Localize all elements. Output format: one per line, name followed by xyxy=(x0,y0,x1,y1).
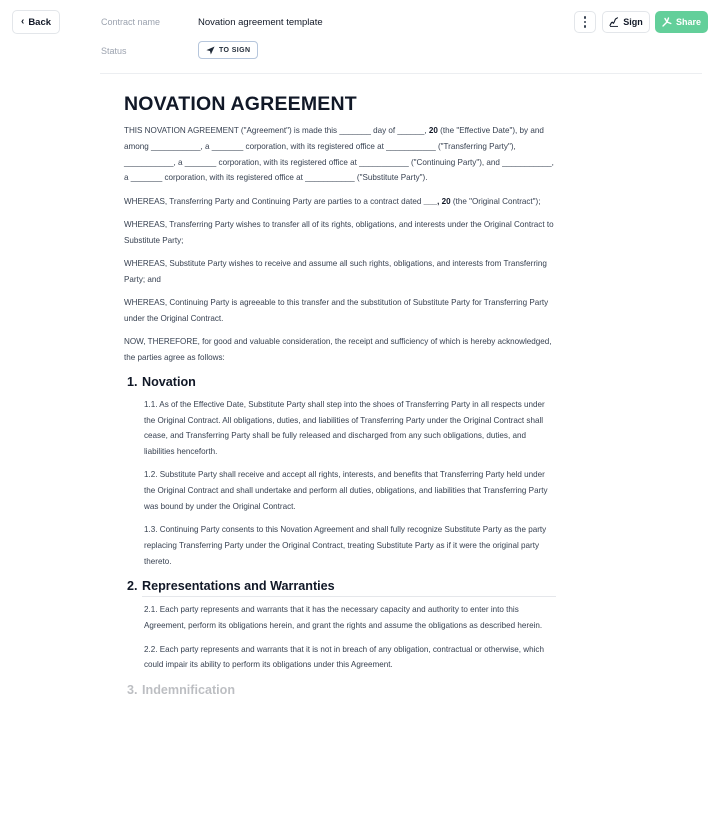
signature-icon xyxy=(609,17,619,27)
more-options-button[interactable] xyxy=(574,11,596,33)
clause-1-1: 1.1. As of the Effective Date, Substitute Party shall step into the shoes of Transferring Party in all respects under the Original Contract. All obligations, duties, and liabilities of Transferring Party under the Original Contract shall cease, and Transferring Party shall be fully released and discharged from any such obligations, duties, and liabilities henceforth. xyxy=(144,399,545,457)
share-label: Share xyxy=(675,17,701,27)
contract-name-value[interactable]: Novation agreement template xyxy=(198,17,323,28)
intro-paragraph: THIS NOVATION AGREEMENT ("Agreement") is made this _______ day of ______, 20 (the "Effective Date"), by and among ___________, a _______ corporation, with its registered office at ___________ ("Transferring Party"), ___________, a _______ corporation, with its registered office at ___________ ("Continuing Party"), and ___________, a _______ corporation, with its registered office at ___________ ("Substitute Party"). xyxy=(124,126,554,183)
status-badge[interactable] xyxy=(198,41,258,59)
chevron-left-icon: ‹ xyxy=(20,16,25,27)
now-therefore-paragraph: NOW, THEREFORE, for good and valuable consideration, the receipt and sufficiency of which is hereby acknowledged, the parties agree as follows: xyxy=(124,336,552,362)
sign-label: Sign xyxy=(623,17,643,27)
document-body[interactable] xyxy=(124,92,556,705)
document-title: NOVATION AGREEMENT xyxy=(124,93,357,115)
bottom-fade-overlay xyxy=(0,718,720,819)
back-button[interactable] xyxy=(12,10,60,34)
clause-2-2: 2.2. Each party represents and warrants that it is not in breach of any obligation, contractual or otherwise, which could impair its ability to perform its obligations under this Agreement. xyxy=(144,644,544,670)
status-badge-label: TO SIGN xyxy=(219,46,251,54)
clause-2-1: 2.1. Each party represents and warrants that it has the necessary capacity and authority to enter into this Agreement, perform its obligations herein, and grant the rights and assume the obligations as described herein. xyxy=(144,605,543,631)
contract-name-label: Contract name xyxy=(101,17,161,27)
whereas-paragraph-1: WHEREAS, Transferring Party and Continuing Party are parties to a contract dated ___, 20 (the "Original Contract"); xyxy=(124,196,541,206)
more-vertical-icon xyxy=(584,16,587,28)
whereas-paragraph-3: WHEREAS, Substitute Party wishes to receive and assume all such rights, obligations, and interests from Transferring Party; and xyxy=(124,258,547,284)
status-label: Status xyxy=(101,46,127,56)
header-divider xyxy=(100,73,702,74)
clause-1-2: 1.2. Substitute Party shall receive and accept all rights, interests, and benefits that Transferring Party held under the Original Contract and shall undertake and perform all duties, obligations, and liabilities that Transferring Party was bound by under the Original Contract. xyxy=(144,470,548,512)
section-heading-representations: 2. Representations and Warranties xyxy=(127,579,335,594)
clause-1-3: 1.3. Continuing Party consents to this Novation Agreement and shall fully recognize Substitute Party as the party replacing Transferring Party under the Original Contract, treating Substitute Party as if it were the original party thereto. xyxy=(144,525,547,567)
sign-button[interactable] xyxy=(602,11,650,33)
back-label: Back xyxy=(28,16,52,28)
whereas-paragraph-4: WHEREAS, Continuing Party is agreeable to this transfer and the substitution of Substitute Party for Transferring Party under the Original Contract. xyxy=(124,297,549,323)
send-icon xyxy=(206,46,215,55)
share-button[interactable] xyxy=(655,11,708,33)
section-heading-indemnification: 3. Indemnification xyxy=(127,682,236,697)
share-icon xyxy=(662,17,672,27)
section-heading-novation: 1. Novation xyxy=(127,374,196,389)
whereas-paragraph-2: WHEREAS, Transferring Party wishes to transfer all of its rights, obligations, and interests under the Original Contract to Substitute Party; xyxy=(124,219,554,245)
section-divider xyxy=(142,596,556,597)
